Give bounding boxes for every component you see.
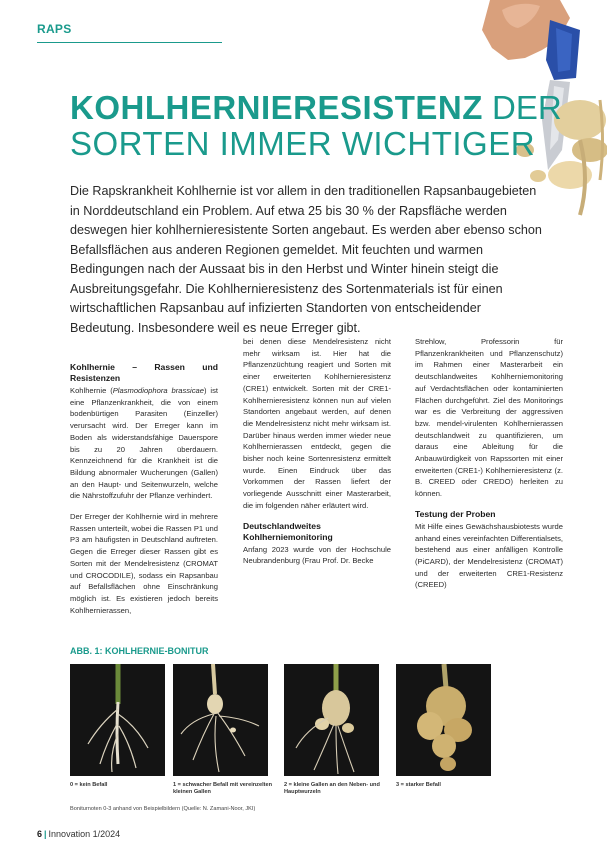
root-photo-3 (396, 664, 491, 776)
root-photo-2 (284, 664, 379, 776)
publication-name: Innovation 1/2024 (48, 829, 121, 839)
section-label: RAPS (37, 22, 72, 36)
article-title (70, 90, 590, 162)
figure-caption-2: 2 = kleine Gallen an den Neben- und Hauptwurzeln (284, 782, 380, 795)
column-2 (243, 336, 391, 576)
column-1 (70, 362, 218, 625)
col2-paragraph-2: Anfang 2023 wurde von der Hochschule Neubrandenburg (Frau Prof. Dr. Becke (243, 544, 391, 566)
figure-caption-1: 1 = schwacher Befall mit vereinzelten kleinen Gallen (173, 782, 273, 795)
section-divider (37, 42, 222, 43)
figure-caption-0: 0 = kein Befall (70, 782, 108, 788)
col3-paragraph-1: Strehlow, Professorin für Pflanzenkrankheiten und Pflanzenschutz) im Rahmen einer Masterarbeit ein deutschlandweites Kohlherniemonitoring auf Verdachtsflächen oder kontaminierten Flächen durchgeführt. Ziel des Monitorings war es die Verbreitung der aggressiven bzw. mendel-virulenten Kohlhernierassen deutschlandweit zu quantifizieren, um daraus eine Ableitung für die Anbauwürdigkeit von Rapssorten mit einer erweiterten (CRE1-) Kohlhernieresistenz (z. B. CREED oder CREDO) herleiten zu können. (415, 337, 563, 499)
col2-heading: Deutschlandweites Kohlherniemonitoring (243, 520, 333, 542)
root-photo-1 (173, 664, 268, 776)
title-line2: SORTEN IMMER WICHTIGER (70, 125, 536, 162)
lead-paragraph: Die Rapskrankheit Kohlhernie ist vor allem in den traditionellen Rapsanbaugebieten in Norddeutschland ein Problem. Auf etwa 25 bis 30 % der Rapsfläche werden deswegen hier kohlhernieresistente Sorten angebaut. Es werden aber ebenso schon Befallsflächen aus anderen Regionen gemeldet. Mit feuchten und warmen Bedingungen nach der Aussaat bis in den Herbst und Winter hinein steigt die Ausbreitungsgefahr. Die Kohlhernieresistenz des Sortenmaterials ist für einen wirtschaftlichen Rapsanbau auf infizierten Standorten von entscheidender Bedeutung. Insbesondere weil es neue Erreger gibt. (70, 184, 542, 335)
title-bold: KOHLHERNIERESISTENZ (70, 89, 483, 126)
col2-paragraph-1: bei denen diese Mendelresistenz nicht mehr wirksam ist. Hier hat die Pflanzenzüchtung reagiert und Sorten mit einer erweiterten Kohlhernieresistenz (CRE1) entwickelt. Sorten mit der CRE1-Kohlhernieresistenz können nun auf vielen Standorten angebaut werden, auf denen die Mendelresistenz nicht mehr wirksam ist. Darüber hinaus werden immer wieder neue Kohlhernierassen entdeckt, gegen die bisher noch keine Sortenresistenz ermittelt wurde. Einen Eindruck über das Vorkommen der Rassen liefert der vorliegende Ausschnitt einer Masterarbeit, die im folgenden näher erläutert wird. (243, 337, 391, 510)
page-number: 6 (37, 829, 43, 839)
col1-paragraph-1: Kohlhernie (Plasmodiophora brassicae) ist eine Pflanzenkrankheit, die von einem bodenbürtigen Parasiten (Einzeller) verursacht wird. Der Erreger kann im Boden als widerstandsfähige Dauerspore bis zu 20 Jahren überdauern. Kennzeichnend für die Krankheit ist die Bildung abnormaler Wucherungen (Gallen) an den Haupt- und Seitenwurzeln, welche die Nährstoffzufuhr der Pflanze verhindert. (70, 386, 218, 501)
figure-caption-3: 3 = starker Befall (396, 782, 441, 788)
col1-heading: Kohlhernie – Rassen und Resistenzen (70, 362, 218, 383)
col3-paragraph-2: Mit Hilfe eines Gewächshausbiotests wurde anhand eines vereinfachten Differentialsets, bestehend aus einer anfälligen Kontrolle (PiCARD), der Mendelresistenz (CROMAT) und der erweiterten CRE1-Resistenz (CREED) (415, 521, 563, 590)
col3-heading: Testung der Proben (415, 508, 496, 519)
figure-source: Boniturnoten 0-3 anhand von Beispielbildern (Quelle: N. Zamani-Noor, JKI) (70, 806, 256, 812)
root-photo-0 (70, 664, 165, 776)
figure-label: ABB. 1: KOHLHERNIE-BONITUR (70, 646, 209, 656)
page-footer: 6 | Innovation 1/2024 (37, 829, 121, 839)
column-3 (415, 336, 563, 600)
col1-paragraph-2: Der Erreger der Kohlhernie wird in mehrere Rassen unterteilt, wobei die Rassen P1 und P3 am häufigsten in Deutschland auftreten. Gegen die Erreger dieser Rassen gibt es Sorten mit der Mendelresistenz (CROMAT und CROCODILE), sodass ein Rapsanbau auf Befallsflächen ohne Einschränkung möglich ist. Es existieren jedoch bereits Kohlhernierassen, (70, 512, 218, 615)
title-rest: DER (492, 89, 562, 126)
